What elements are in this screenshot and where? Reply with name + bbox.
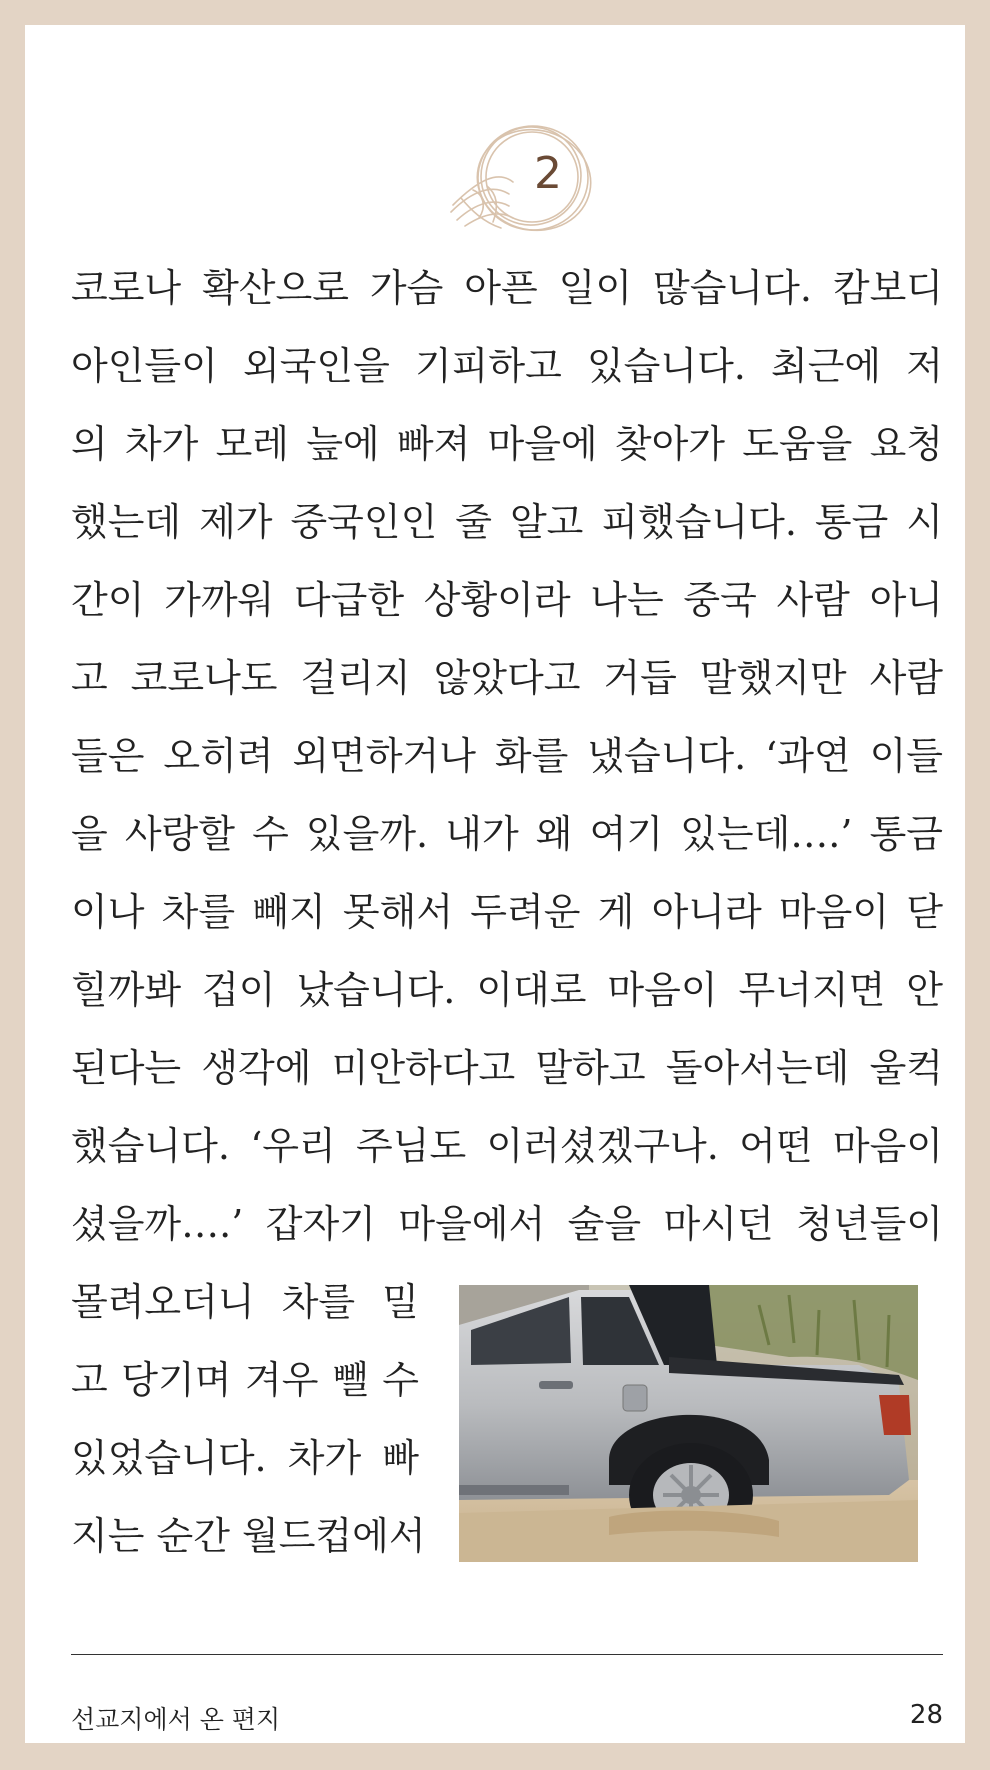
page-number: 28 (909, 1700, 943, 1730)
footer-book-title: 선교지에서 온 편지 (71, 1705, 281, 1734)
body-line: 고 당기며 겨우 뺄 수 (71, 1358, 419, 1402)
body-line: 아인들이 외국인을 기피하고 있습니다. 최근에 저 (71, 344, 943, 388)
body-line: 을 사랑할 수 있을까. 내가 왜 여기 있는데….’ 통금 (71, 812, 943, 856)
body-line: 코로나 확산으로 가슴 아픈 일이 많습니다. 캄보디 (71, 266, 943, 310)
body-line: 몰려오더니 차를 밀 (71, 1280, 419, 1324)
body-line: 이나 차를 빼지 못해서 두려운 게 아니라 마음이 닫 (71, 890, 943, 934)
truck-photo (459, 1285, 918, 1562)
body-line: 있었습니다. 차가 빠 (71, 1436, 419, 1480)
page (25, 25, 965, 1743)
body-line: 했는데 제가 중국인인 줄 알고 피했습니다. 통금 시 (71, 500, 943, 544)
footer-divider (71, 1654, 943, 1655)
body-line: 들은 오히려 외면하거나 화를 냈습니다. ‘과연 이들 (71, 734, 943, 778)
body-line: 힐까봐 겁이 났습니다. 이대로 마음이 무너지면 안 (71, 968, 943, 1012)
chapter-number: 2 (534, 148, 562, 199)
body-line: 고 코로나도 걸리지 않았다고 거듭 말했지만 사람 (71, 656, 943, 700)
body-line: 지는 순간 월드컵에서 (71, 1514, 426, 1558)
body-line: 했습니다. ‘우리 주님도 이러셨겠구나. 어떤 마음이 (71, 1124, 943, 1168)
chapter-badge (443, 110, 593, 250)
body-line: 된다는 생각에 미안하다고 말하고 돌아서는데 울컥 (71, 1046, 943, 1090)
body-line: 간이 가까워 다급한 상황이라 나는 중국 사람 아니 (71, 578, 943, 622)
body-line: 셨을까….’ 갑자기 마을에서 술을 마시던 청년들이 (71, 1202, 943, 1246)
body-line: 의 차가 모레 늪에 빠져 마을에 찾아가 도움을 요청 (71, 422, 943, 466)
